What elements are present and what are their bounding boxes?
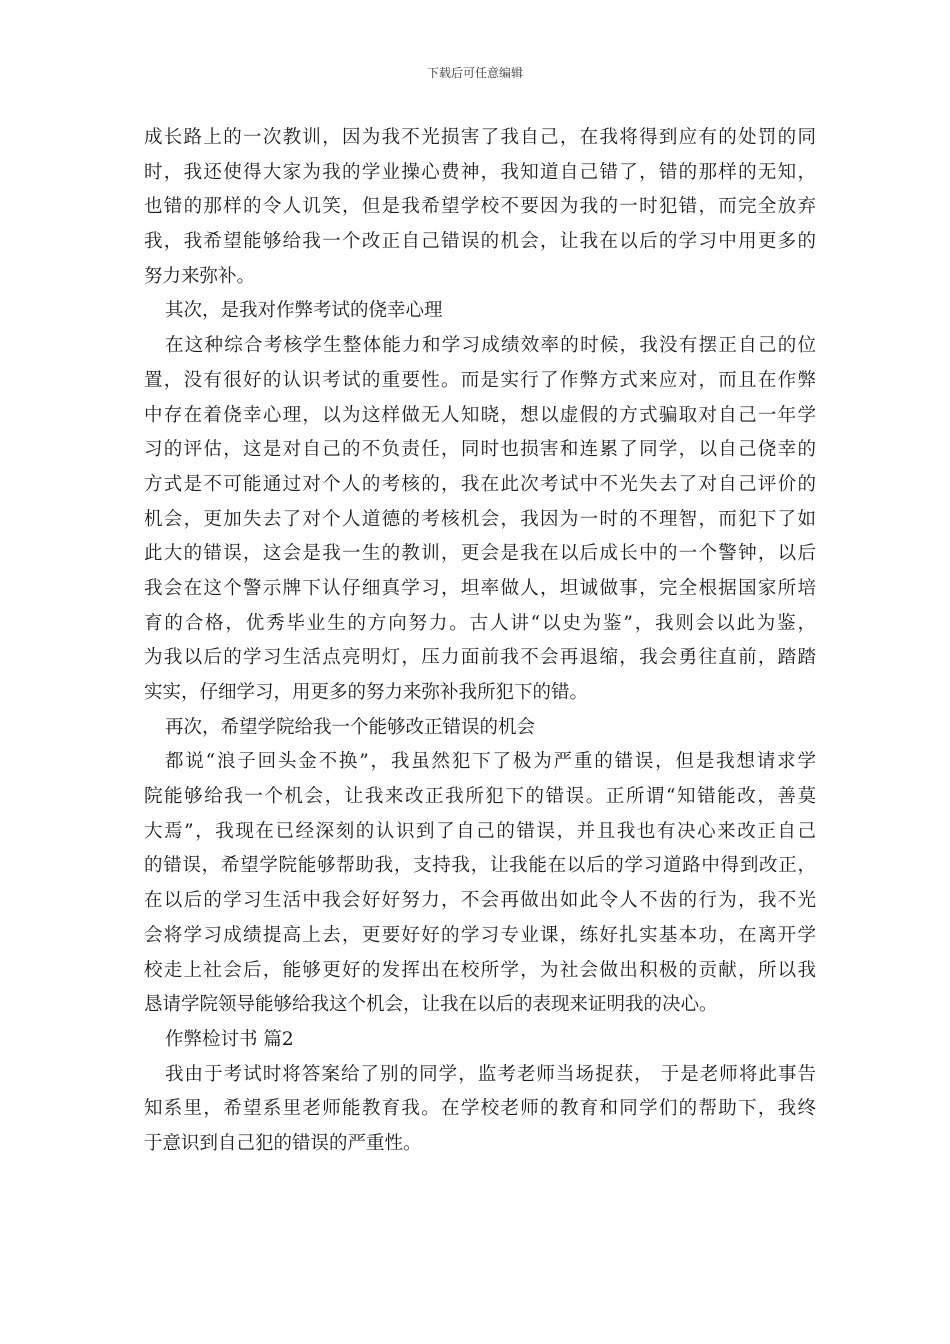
text-line: 为我以后的学习生活点亮明灯，压力面前我不会再退缩，我会勇往直前，踏踏 xyxy=(144,647,816,669)
text-line: 恳请学院领导能够给我这个机会，让我在以后的表现来证明我的决心。 xyxy=(144,994,718,1016)
text-line: 我，我希望能够给我一个改正自己错误的机会，让我在以后的学习中用更多的 xyxy=(144,231,816,253)
text-line: 实实，仔细学习，用更多的努力来弥补我所犯下的错。 xyxy=(144,682,589,703)
text-line: 校走上社会后，能够更好的发挥出在校所学，为社会做出积极的贡献，所以我 xyxy=(144,959,816,981)
text-line: 时，我还使得大家为我的学业操心费神，我知道自己错了，错的那样的无知， xyxy=(144,161,816,183)
text-line: 于意识到自己犯的错误的严重性。 xyxy=(144,1132,422,1154)
text-line: 育的合格，优秀毕业生的方向努力。古人讲“以史为鉴”，我则会以此为鉴， xyxy=(144,612,816,634)
text-line: 成长路上的一次教训，因为我不光损害了我自己，在我将得到应有的处罚的同 xyxy=(144,127,816,148)
text-line: 机会，更加失去了对个人道德的考核机会，我因为一时的不理智，而犯下了如 xyxy=(144,508,816,530)
text-line: 在这种综合考核学生整体能力和学习成绩效率的时候，我没有摆正自己的位 xyxy=(165,335,816,357)
text-line: 院能够给我一个机会，让我来改正我所犯下的错误。正所谓“知错能改，善莫 xyxy=(144,786,816,808)
document-body xyxy=(144,121,816,1162)
text-line: 习的评估，这是对自己的不负责任，同时也损害和连累了同学，以自己侥幸的 xyxy=(144,439,816,461)
text-line: 会将学习成绩提高上去，更要好好的学习专业课，练好扎实基本功，在离开学 xyxy=(144,924,816,946)
text-line: 知系里，希望系里老师能教育我。在学校老师的教育和同学们的帮助下，我终 xyxy=(144,1098,816,1120)
text-line: 的错误，希望学院能够帮助我，支持我，让我能在以后的学习道路中得到改正， xyxy=(144,855,816,877)
text-line: 我由于考试时将答案给了别的同学，监考老师当场捉获， 于是老师将此事告 xyxy=(165,1063,816,1085)
text-line: 方式是不可能通过对个人的考核的，我在此次考试中不光失去了对自己评价的 xyxy=(144,473,816,495)
text-line: 都说“浪子回头金不换”，我虽然犯下了极为严重的错误，但是我想请求学 xyxy=(165,751,816,773)
text-line: 置，没有很好的认识考试的重要性。而是实行了作弊方式来应对，而且在作弊 xyxy=(144,369,816,391)
text-line: 努力来弥补。 xyxy=(144,265,256,287)
text-line: 在以后的学习生活中我会好好努力，不会再做出如此令人不齿的行为，我不光 xyxy=(144,890,816,912)
text-line: 也错的那样的令人讥笑，但是我希望学校不要因为我的一时犯错，而完全放弃 xyxy=(144,196,816,218)
text-line: 其次，是我对作弊考试的侥幸心理 xyxy=(165,300,443,322)
page-header: 下载后可任意编辑 xyxy=(426,66,523,80)
text-line: 作弊检讨书 篇2 xyxy=(165,1028,294,1050)
text-line: 再次，希望学院给我一个能够改正错误的机会 xyxy=(165,716,536,738)
text-line: 大焉”，我现在已经深刻的认识到了自己的错误，并且我也有决心来改正自己 xyxy=(144,820,816,842)
text-line: 我会在这个警示牌下认仔细真学习，坦率做人，坦诚做事，完全根据国家所培 xyxy=(144,577,816,599)
text-line: 中存在着侥幸心理，以为这样做无人知晓，想以虚假的方式骗取对自己一年学 xyxy=(144,404,816,426)
text-line: 此大的错误，这会是我一生的教训，更会是我在以后成长中的一个警钟，以后 xyxy=(144,543,816,565)
